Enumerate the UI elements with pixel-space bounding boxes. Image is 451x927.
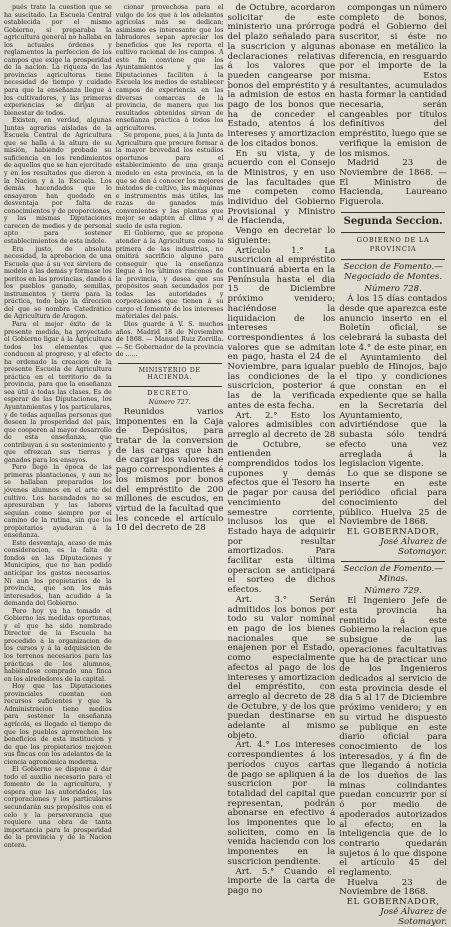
section-subheading: Seccion de Fomento.—Negociado de Montes. — [343, 262, 443, 282]
paragraph: Hoy que las Diputaciones provinciales cuentan con recursos suficientes y que la Administracion tiene medios para sostener la enseñanza agrícola, es llegado el tiempo de que los pueblos aprovechen los beneficios de esta institucion y de que los propietarios mejoren sus fincas con los adelantos de la ciencia agronómica moderna. — [4, 683, 112, 766]
paragraph: Se propone, pues, á la Junta de Agricultura que procure formar á la mayor brevedad los estudios oportunos para el establecimiento de una granja modelo en esta provincia, en la que se den á conocer los mejores métodos de cultivo, las máquinas e instrumentos más útiles, las razas de ganados más convenientes y las plantas que mejor se adapten al clima y al suelo de esta region. — [115, 132, 224, 230]
paragraph: Dios guarde á V. S. muchos años. Madrid 18 de Noviembre de 1868. — Manuel Ruiz Zorrilla. — Sr. Gobernador de la provincia de ...... — [115, 320, 224, 359]
paragraph: Lo que se dispone se inserte en este periódico oficial para conocimiento del público. Huelva 25 de Noviembre de 1868. — [339, 468, 447, 528]
governor-name: José Álvarez de Sotomayor. — [380, 536, 447, 557]
paragraph: Para el mejor éxito de la presente medida, ha proyectado el Gobierno ligar á la Agricultura todos los elementos que conducen al progreso, y al efecto ha ordenado la creacion de la presente Escuela de Agricultura práctica en el territorio de la provincia, para que la enseñanza sea útil á todas las clases. Es de esperar de las Diputaciones, los Ayuntamientos y los particulares, y de todas aquellas personas que deseen la prosperidad del país, que cooperen al mayor desarrollo de esta enseñanza, que contribuyan á su sostenimiento y que ofrezcan sus tierras y ganados para los ensayos. — [4, 320, 112, 464]
divider — [118, 386, 222, 387]
column-3 — [227, 3, 336, 896]
column-1 — [4, 4, 112, 849]
paragraph: Art. 3.° Serán admitidos los bonos por todo su valor nominal en pago de los bienes nacionales que se enajenen por el Estado, como especialmente afectos al pago de los intereses y amortizacion del empréstito, con arreglo al decreto de 28 de Octubre, y de los que puedan destinarse en adelante al mismo objeto. — [227, 594, 336, 741]
paragraph: Esto desventaja, acaso de más consideracion, es la falta de fondos en las Diputaciones y Municipios, que no han podido anticipar los gastos necesarios. Ni aun los propietarios de la provincia, que son los más interesados, han acudido á la demanda del Gobierno. — [4, 539, 112, 608]
paragraph: Huelva 23 de Noviembre de 1868. — [339, 877, 447, 898]
paragraph: El Gobierno se dispone á dar todo el auxilio necesario para el fomento de la agricultura, y espera que las autoridades, las corporaciones y los particulares secundarán sus propósitos con el celo y la perseverancia que requiere una obra de tanta importancia para la prosperidad de la provincia y de la Nacion entera. — [4, 766, 112, 849]
decree-label: DECRETO. — [147, 389, 192, 397]
paragraph: Existen, en verdad, algunas Juntas agrarias aisladas de la Escuela Central de Agricultura que se halla á la altura de su misión, habiendo probado su suficiencia en los rendimientos de aquellos que se han ejercitado y en los resultados que dieron á la Nacion y á la Escuela. Los demás hacendados que lo ensayaron han quedado en desventaja por falta de conocimientos y de proporciones, y las mismas Diputaciones carecen de medios y de personal apto para sostener establecimientos de esta índole. — [4, 117, 112, 245]
paragraph: El Ingeniero Jefe de esta provincia ha remitido á este Gobierno la relacion que subsigue de las operaciones facultativas que ha de practicar uno de los Ingenieros dedicados al servicio de esta provincia desde el dia 5 al 17 de Diciembre próximo venidero; y en su virtud he dispuesto se publique en este diario oficial para conocimiento de los interesados, y á fin de que llegando á noticia de los dueños de las minas colindantes puedan concurrir por sí ó por medio de apoderados autorizados al efecto; en la inteligencia que de lo contrario quedarán sujetos á lo que dispone el artículo 45 del reglamento. — [339, 596, 447, 879]
paragraph: de Octubre, acordaron solicitar de este ministerio una prórroga del plazo señalado para la suscricion y algunas declaraciones relativas á los valores que pueden cangearse por bonos del empréstito y á la admision de estos en pago de los bonos que ha de conceder el Estado, atentos á los intereses y amortizacion de los citados bonos. — [227, 3, 336, 149]
paragraph: Reunidos varios imponentes en la Caja de Depósitos, para tratar de la conversion de las cargas que han de cargar los valores de pago correspondientes á los mismos por bonos del empréstito de 200 millones de escudos, en virtud de la facultad que les concede el artículo 10 del decreto de 28 — [115, 406, 224, 534]
section-title: Segunda Seccion. — [343, 215, 443, 227]
paragraph: Pero llegó la época de las primeras plantaciones, y aun no se hallaban preparados los jóvenes alumnos en el arte del cultivo. Los hacendados no se apresuraban y las labores seguían como siempre por el camino de la rutina, sin que los propietarios ayudaran á la enseñanza. — [4, 464, 112, 540]
notice-number: Número 728. — [364, 283, 422, 294]
ministry-heading: MINISTERIO DE HACIENDA. — [138, 366, 201, 382]
governor-title: EL GOBERNADOR, — [346, 897, 440, 908]
column-4 — [339, 3, 448, 927]
governor-name: José Álvarez de Sotomayor. — [380, 906, 447, 927]
column-2 — [116, 4, 224, 640]
decree-number: Número 727. — [148, 399, 191, 407]
paragraph: Art. 2.° Esto los valores admisibles con arreglo al decreto de 28 de Octubre, se entienden comprendidos todos los cupones y demás efectos que el Tesoro ha de pagar por causa del vencimiento del semestre corriente, inclusos los que el Estado haya de adquirir por resultar amortizados. Para facilitar esta última operacion se anticipará el sorteo de dichos efectos. — [227, 410, 336, 596]
divider — [118, 363, 222, 364]
paragraph: Art. 5.° Cuando el importe de la carta de pago no — [227, 866, 336, 896]
section-subheading: Seccion de Fomento.—Minas. — [343, 564, 443, 584]
paragraph: pués trate la cuestion que se ha suscitado. La Escuela Central establecida por el mismo Gobierno, si preparaba la agricultura general no hallaba en los actuales órdenes y reglamentos la perfeccion de los campos que exige la prosperidad de la nacion. La riqueza de las provincias agricultoras tiene necesidad de tiempo y cuidado para que la enseñanza llegue á los cultivadores, y las primeras experiencias se dirijan al bienestar de todos. — [4, 4, 112, 117]
paragraph: En su vista, y de acuerdo con el Consejo de Ministros, y en uso de las facultades que me competen como individuo del Gobierno Provisional y Ministro de Hacienda, — [227, 148, 336, 227]
paragraph: El Gobierno, que se propone atender á la Agricultura como la primera de las industrias, no omitirá sacrificio alguno para conseguir que la enseñanza llegue á los últimos rincones de la provincia, y desea que sus propósitos sean secundados por todas las autoridades y corporaciones que tienen á su cargo el fomento de los intereses materiales del país. — [115, 230, 224, 321]
paragraph: Vengo en decretar lo siguiente: — [227, 226, 336, 246]
paragraph: Pero hoy ya ha tomado el Gobierno las medidas oportunas, y el que ha sido nombrado Director de la Escuela ha procedido á la organizacion de los cursos y á la adquisicion de los terrenos necesarios para las prácticas de los alumnos, habiéndose comprado una finca en los alrededores de la capital. — [4, 607, 112, 683]
paragraph: compongas un número completo de bonos, podrá el Gobierno del suscritor, si éste no abonase en metálico la diferencia, en resguardo por el importe de la misma. Estos resultantes, acumulados hasta formar la cantidad necesaria, serán cangeables por títulos definitivos del empréstito, luego que se verifique la emision de los mismos. — [339, 3, 448, 159]
governor-title: EL GOBERNADOR, — [346, 527, 440, 538]
divider — [341, 259, 445, 260]
divider — [341, 561, 445, 562]
paragraph: Á los 15 días contados desde que aparezca este anuncio inserto en el Boletín oficial, se celebrará la subasta del lote 4.° de este pinar, en el Ayuntamiento del pueblo de Hinojos, bajo el tipo y condiciones que constan en el expediente que se halla en la Secretaría del Ayuntamiento, advirtiéndose que la subasta sólo tendrá efecto una vez arreglada á la legislacion vigente. — [339, 294, 447, 470]
paragraph: Madrid 23 de Noviembre de 1868. — El Ministro de Hacienda, Laureano Figuerola. — [339, 158, 447, 208]
paragraph: Era justo, de absoluta necesidad, la aprobacion de una Escuela que á su vez sirviera de modelo á las demás y formase los peritos en las provincias, dando á los pueblos ganado, semillas, instrumentos y tierra para la práctica, todo bajo la direccion del que se nombra Catedrático de Agricultura de Aragon. — [4, 245, 112, 321]
notice-number: Número 729. — [364, 585, 422, 596]
paragraph: cionar provechosa para el vulgo de los que á los adelantos agrícolas más se dedican; asimismo es interesante que los labradores sepan apreciar los beneficios que les reporta el cultivo racional de los campos. A este fin conviene que los Ayuntamientos y las Diputaciones faciliten á la Escuela los medios de establecer campos de experiencia en las diversas comarcas de la provincia, de manera que los resultados obtenidos sirvan de enseñanza práctica á todos los agricultores. — [115, 4, 224, 132]
government-heading: GOBIERNO DE LA PROVINCIA — [356, 235, 430, 254]
paragraph: Artículo 1.° La suscricion al empréstito continuará abierta en la Península hasta el dia 15 de Diciembre próximo venidero; haciéndose la liquidacion de los intereses correspondientes á los valores que se admitan en pago, hasta el 24 de Noviembre, para igualar las condiciones de la suscricion, posterior á las de la verificada antes de esta fecha. — [227, 245, 336, 411]
divider — [341, 212, 445, 213]
paragraph: Art. 4.° Los intereses correspondientes á los períodos cuyos cartas de pago se apliquen á la suscricion por la totalidad del capital que representan, podrán abonarse en efectivo á los imponentes que lo soliciten, como en la venida haciendo con los imponentes en la suscricion pendiente. — [227, 740, 336, 867]
divider — [341, 232, 445, 233]
